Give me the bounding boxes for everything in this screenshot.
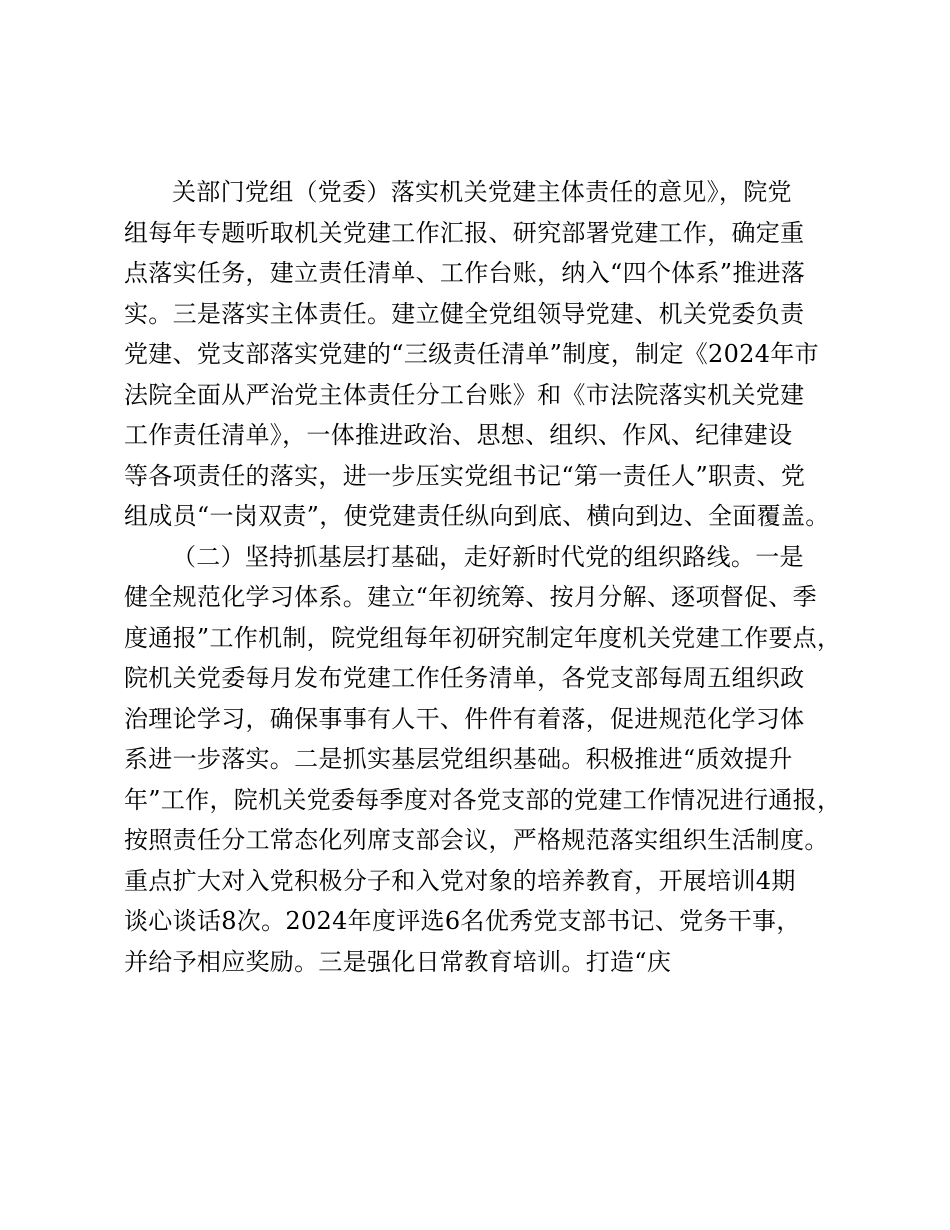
text-line: 院机关党委每月发布党建工作任务清单，各党支部每周五组织政 — [124, 664, 805, 692]
text-line: 工作责任清单》，一体推进政治、思想、组织、作风、纪律建设 — [124, 421, 793, 449]
text-line: 年”工作，院机关党委每季度对各党支部的党建工作情况进行通报， — [124, 785, 842, 814]
text-line: 实。三是落实主体责任。建立健全党组领导党建、机关党委负责 — [124, 299, 805, 328]
body-text — [124, 172, 864, 982]
text-line: 点落实任务，建立责任清单、工作台账，纳入“四个体系”推进落 — [124, 259, 806, 287]
text-line: 谈心谈话8次。2024年度评选6名优秀党支部书记、党务干事， — [124, 907, 801, 935]
text-line: 治理论学习，确保事事有人干、件件有着落，促进规范化学习体 — [124, 704, 805, 733]
text-line: 系进一步落实。二是抓实基层党组织基础。积极推进“质效提升 — [124, 745, 793, 773]
text-line: 组成员“一岗双责”，使党建责任纵向到底、横向到边、全面覆盖。 — [124, 502, 830, 530]
text-line: 关部门党组（党委）落实机关党建主体责任的意见》，院党 — [172, 178, 792, 206]
text-line: 重点扩大对入党积极分子和入党对象的培养教育，开展培训4期 — [124, 866, 796, 895]
text-line: 健全规范化学习体系。建立“年初统筹、按月分解、逐项督促、季 — [124, 583, 817, 611]
text-line: 法院全面从严治党主体责任分工台账》和《市法院落实机关党建 — [124, 380, 805, 409]
text-line: 党建、党支部落实党建的“三级责任清单”制度，制定《2024年市 — [124, 340, 819, 368]
text-line: 按照责任分工常态化列席支部会议，严格规范落实组织生活制度。 — [124, 826, 829, 854]
section-heading-line: （二）坚持抓基层打基础，走好新时代党的组织路线。一是 — [172, 542, 804, 571]
text-line: 并给予相应奖励。三是强化日常教育培训。打造“庆 — [124, 947, 672, 976]
text-line: 组每年专题听取机关党建工作汇报、研究部署党建工作，确定重 — [124, 218, 805, 247]
text-line: 度通报”工作机制，院党组每年初研究制定年度机关党建工作要点， — [124, 623, 842, 652]
text-line: 等各项责任的落实，进一步压实党组书记“第一责任人”职责、党 — [124, 461, 806, 490]
